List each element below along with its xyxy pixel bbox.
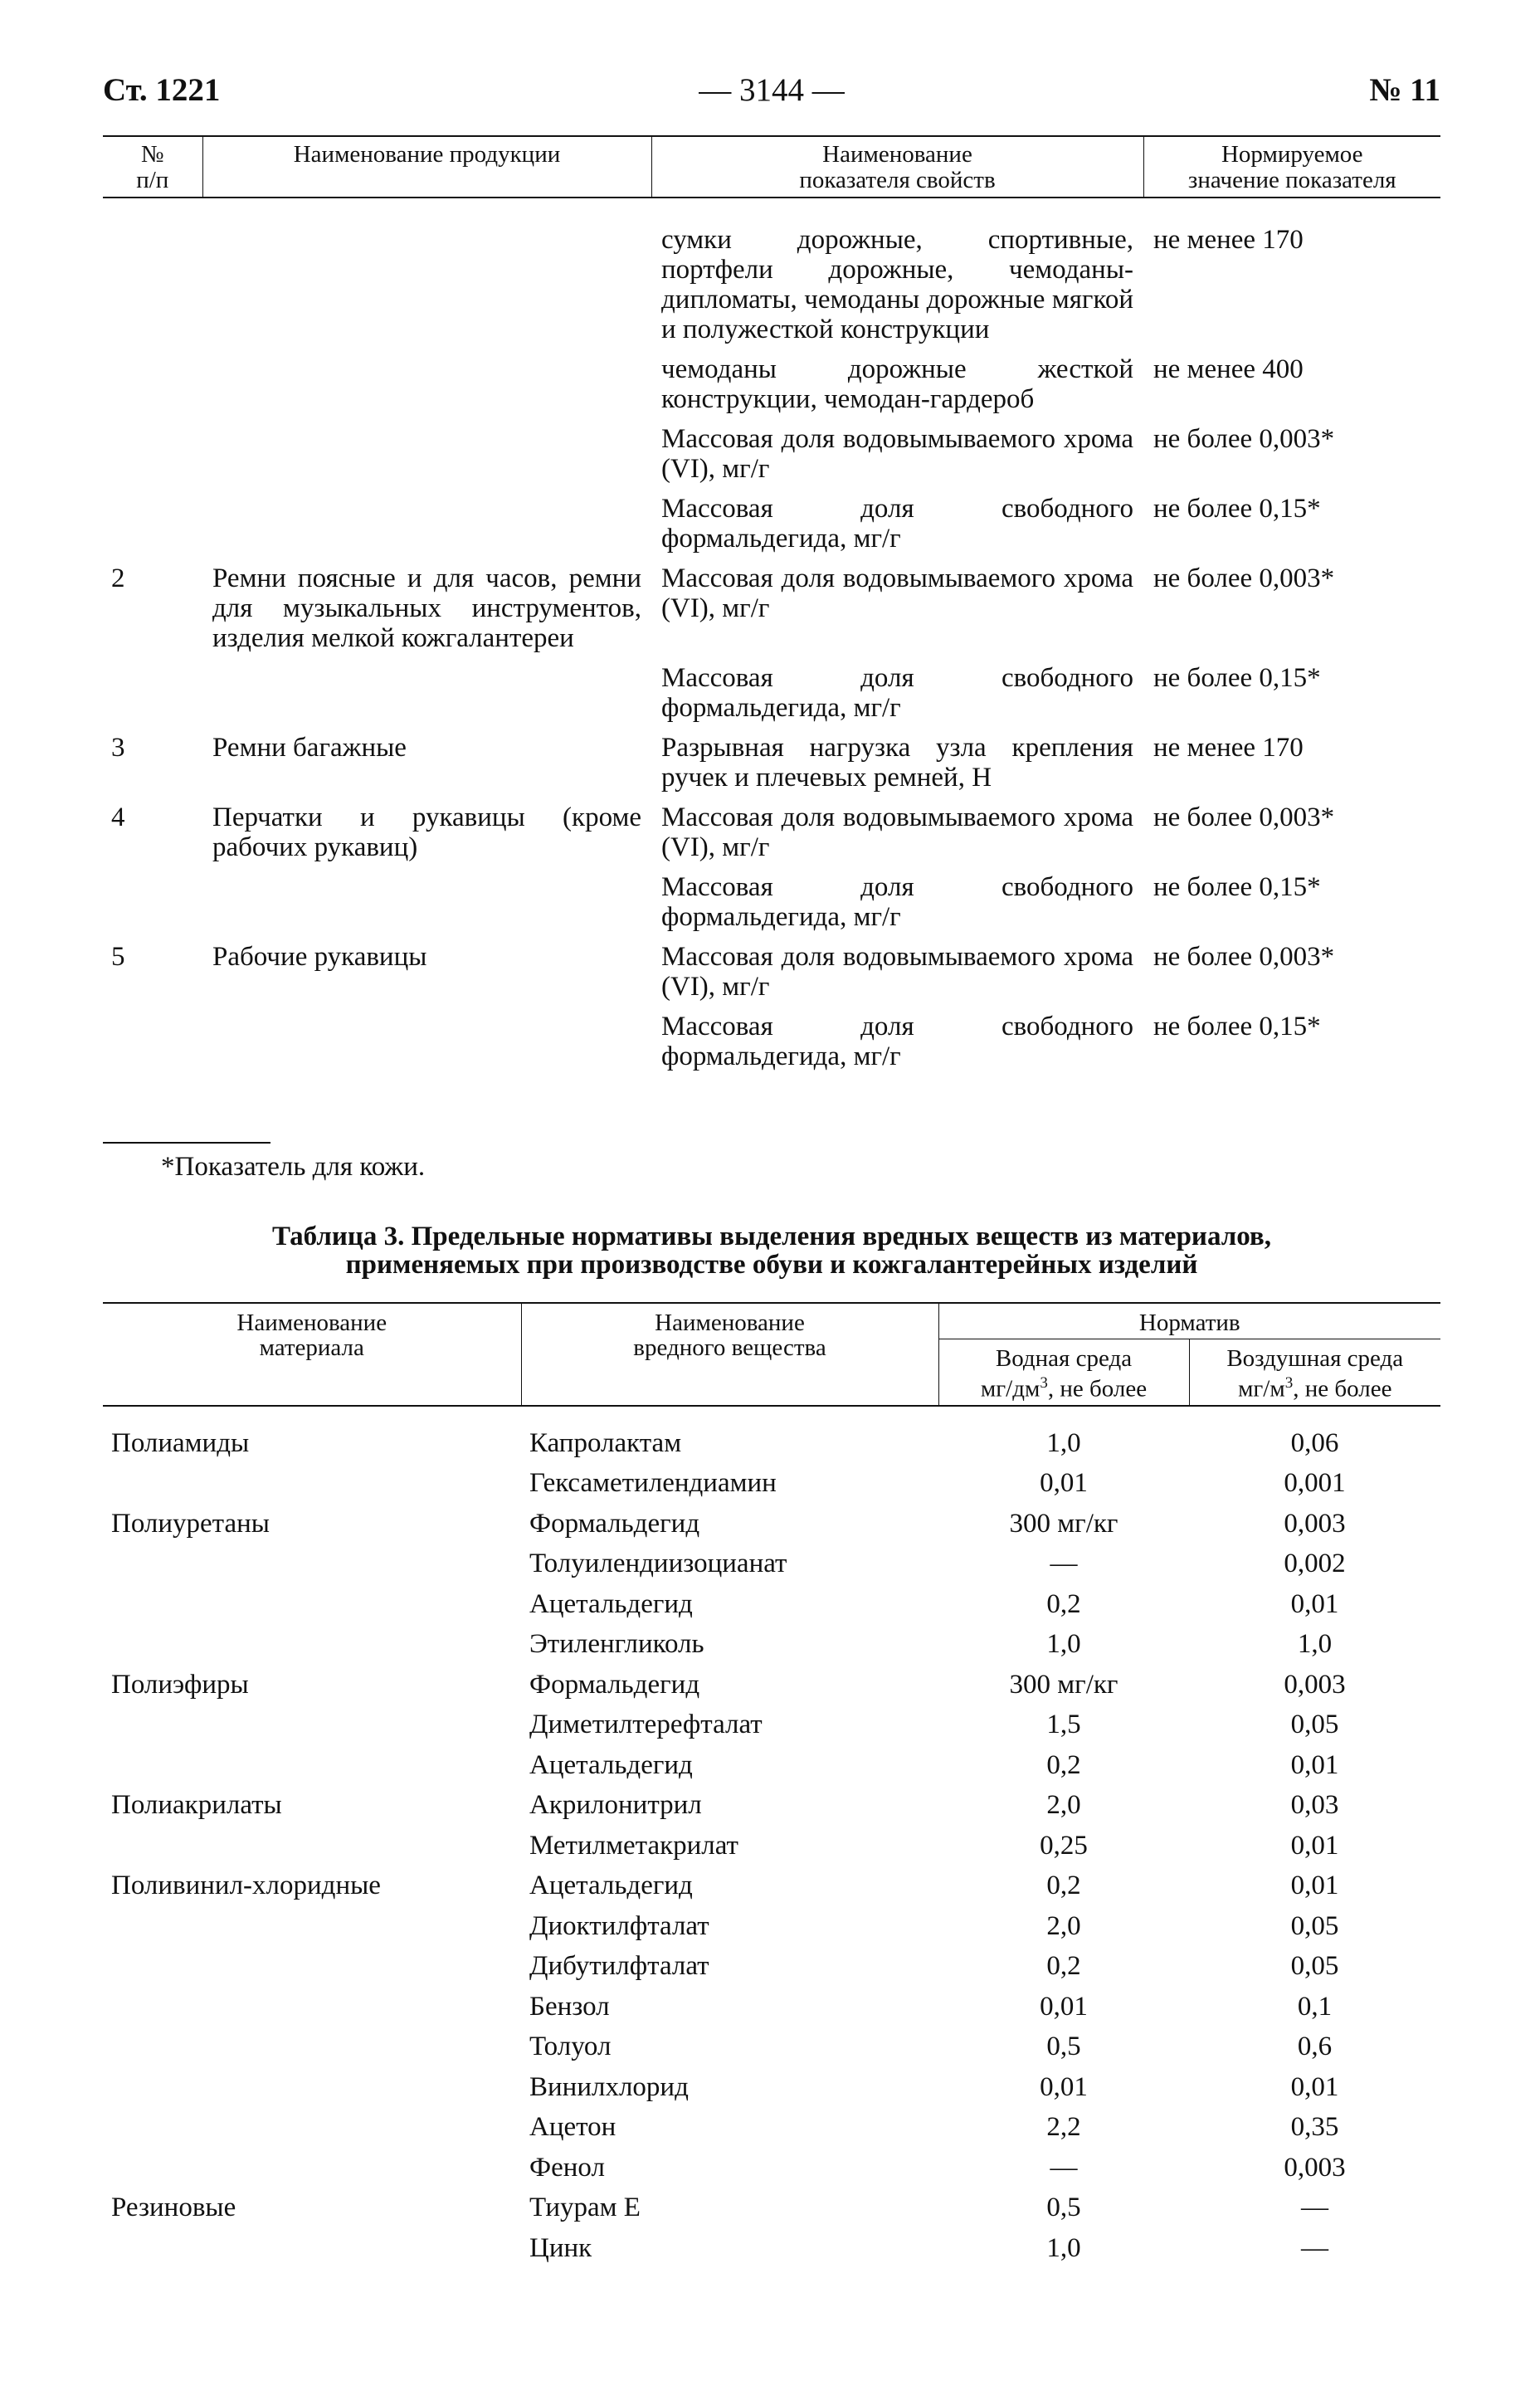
water-norm: 0,25 <box>1040 1830 1088 1861</box>
col-header-substance: Наименование вредного вещества <box>521 1303 938 1406</box>
page-header <box>103 71 1440 118</box>
water-norm: 0,2 <box>1046 1951 1081 1982</box>
table-row <box>103 1987 1440 2027</box>
air-norm: 1,0 <box>1297 1629 1333 1660</box>
indicator-name: Массовая доля водовымываемого хрома (VI), мг/г <box>661 424 1133 484</box>
table-row <box>103 2188 1440 2228</box>
table-row <box>103 940 1440 1010</box>
material-name <box>103 1946 521 1987</box>
water-header-suffix: , не более <box>1047 1375 1148 1402</box>
product-name: Перчатки и рукавицы (кроме рабочих рукавиц) <box>212 802 641 862</box>
indicator-value: не более 0,003* <box>1153 563 1335 593</box>
product-name: Рабочие рукавицы <box>212 942 427 972</box>
table1-body <box>103 198 1440 1080</box>
table-row <box>103 661 1440 731</box>
product-name <box>202 422 651 492</box>
water-norm: 300 мг/кг <box>1009 1669 1118 1700</box>
water-norm: 2,2 <box>1046 2112 1081 2143</box>
water-header-line1: Водная среда <box>995 1345 1133 1372</box>
col-header-norm: Норматив <box>938 1303 1440 1339</box>
col-header-water <box>938 1339 1189 1406</box>
table-row <box>103 1785 1440 1826</box>
substance-name: Винилхлорид <box>529 2071 689 2102</box>
col-header-number: № п/п <box>103 136 202 198</box>
col-header-value: Нормируемое значение показателя <box>1143 136 1440 198</box>
substance-name: Тиурам Е <box>529 2193 641 2223</box>
table-row <box>103 731 1440 801</box>
indicator-value: не более 0,15* <box>1153 494 1321 524</box>
material-name <box>103 1987 521 2027</box>
table-product-indicators <box>103 135 1440 1080</box>
table-row <box>103 1544 1440 1584</box>
indicator-value: не более 0,15* <box>1153 663 1321 693</box>
table-row <box>103 1745 1440 1786</box>
indicator-name: Массовая доля водовымываемого хрома (VI), мг/г <box>661 563 1133 623</box>
product-name <box>202 198 651 353</box>
table-row <box>103 1826 1440 1866</box>
row-number <box>103 198 202 353</box>
water-norm: 1,0 <box>1046 1629 1081 1660</box>
air-norm: 0,05 <box>1290 1710 1339 1740</box>
table-row <box>103 422 1440 492</box>
substance-name: Гексаметилендиамин <box>529 1468 777 1499</box>
air-norm: 0,003 <box>1284 1508 1346 1539</box>
air-norm: 0,05 <box>1290 1910 1339 1941</box>
air-header-line1: Воздушная среда <box>1226 1345 1404 1372</box>
material-name: Полиуретаны <box>111 1508 270 1539</box>
row-number <box>103 353 202 422</box>
table-row <box>103 492 1440 562</box>
water-norm: — <box>1050 2152 1078 2183</box>
water-norm: 0,01 <box>1040 2071 1088 2102</box>
indicator-value: не более 0,003* <box>1153 942 1335 972</box>
water-norm: 2,0 <box>1046 1910 1081 1941</box>
indicator-name: Разрывная нагрузка узла крепления ручек и плечевых ремней, Н <box>661 733 1133 793</box>
table3-title: Таблица 3. Предельные нормативы выделения вредных веществ из материалов, применяемых при производстве обуви и кожгалантерейных изделий <box>271 1222 1272 1280</box>
material-name <box>103 1624 521 1665</box>
col-header-indicator: Наименование показателя свойств <box>651 136 1143 198</box>
indicator-value: не менее 400 <box>1153 354 1304 384</box>
air-header-suffix: , не более <box>1293 1375 1392 1402</box>
table-row <box>103 1946 1440 1987</box>
water-norm: 1,5 <box>1046 1710 1081 1740</box>
substance-name: Цинк <box>529 2232 592 2263</box>
air-norm: 0,01 <box>1290 1749 1339 1780</box>
water-norm: 0,2 <box>1046 1871 1081 1901</box>
col-header-air <box>1189 1339 1440 1406</box>
article-number: Ст. 1221 <box>103 72 221 108</box>
table-row <box>103 1866 1440 1906</box>
substance-name: Капролактам <box>529 1427 682 1458</box>
indicator-value: не менее 170 <box>1153 733 1304 763</box>
substance-name: Ацетальдегид <box>529 1588 693 1619</box>
air-norm: 0,03 <box>1290 1790 1339 1821</box>
material-name <box>103 2067 521 2108</box>
water-header-unit: мг/дм <box>980 1375 1040 1402</box>
table-harmful-substances <box>103 1302 1440 2268</box>
substance-name: Ацетон <box>529 2112 616 2143</box>
table-row <box>103 1010 1440 1080</box>
table-row <box>103 1463 1440 1504</box>
table-row <box>103 2228 1440 2269</box>
product-name <box>202 353 651 422</box>
water-norm: 0,5 <box>1046 2193 1081 2223</box>
air-norm: — <box>1301 2232 1328 2263</box>
row-number <box>103 1010 202 1080</box>
air-norm: 0,01 <box>1290 1830 1339 1861</box>
air-norm: 0,6 <box>1297 2032 1333 2062</box>
issue-number: № 11 <box>1369 72 1440 108</box>
row-number <box>103 422 202 492</box>
substance-name: Ацетальдегид <box>529 1749 693 1780</box>
product-name: Ремни багажные <box>212 733 407 763</box>
water-norm: 1,0 <box>1046 2232 1081 2263</box>
water-norm: 0,01 <box>1040 1468 1088 1499</box>
product-name <box>202 661 651 731</box>
air-norm: 0,003 <box>1284 1669 1346 1700</box>
air-norm: — <box>1301 2193 1328 2223</box>
table3-body <box>103 1406 1440 2269</box>
indicator-value: не более 0,15* <box>1153 1012 1321 1041</box>
row-number: 3 <box>111 733 125 763</box>
material-name <box>103 2148 521 2188</box>
row-number: 5 <box>111 942 125 972</box>
substance-name: Метилметакрилат <box>529 1830 738 1861</box>
substance-name: Диметилтерефталат <box>529 1710 763 1740</box>
water-norm: 0,2 <box>1046 1588 1081 1619</box>
table-row <box>103 1504 1440 1544</box>
substance-name: Формальдегид <box>529 1669 700 1700</box>
indicator-name: Массовая доля свободного формальдегида, мг/г <box>661 494 1133 554</box>
material-name: Поливинил-хлоридные <box>111 1871 381 1901</box>
water-header-sup: 3 <box>1040 1374 1048 1392</box>
page-number: — 3144 — <box>699 72 845 108</box>
indicator-value: не более 0,15* <box>1153 872 1321 902</box>
footnote-divider <box>103 1142 270 1144</box>
water-norm: 2,0 <box>1046 1790 1081 1821</box>
row-number <box>103 661 202 731</box>
row-number <box>103 871 202 940</box>
material-name <box>103 1544 521 1584</box>
indicator-name: Массовая доля водовымываемого хрома (VI), мг/г <box>661 942 1133 1002</box>
material-name: Полиакрилаты <box>111 1790 282 1821</box>
substance-name: Дибутилфталат <box>529 1951 709 1982</box>
air-norm: 0,01 <box>1290 1588 1339 1619</box>
indicator-value: не более 0,003* <box>1153 802 1335 832</box>
water-norm: 0,5 <box>1046 2032 1081 2062</box>
row-number: 2 <box>111 563 125 593</box>
indicator-name: Массовая доля свободного формальдегида, мг/г <box>661 872 1133 932</box>
indicator-value: не менее 170 <box>1153 225 1304 255</box>
substance-name: Толуол <box>529 2032 612 2062</box>
indicator-name: Массовая доля свободного формальдегида, мг/г <box>661 663 1133 723</box>
material-name <box>103 2107 521 2148</box>
substance-name: Акрилонитрил <box>529 1790 702 1821</box>
indicator-name: чемоданы дорожные жесткой конструкции, чемодан-гардероб <box>661 354 1133 414</box>
table-row <box>103 801 1440 871</box>
table-row <box>103 1624 1440 1665</box>
table-row <box>103 198 1440 353</box>
substance-name: Этиленгликоль <box>529 1629 704 1660</box>
material-name <box>103 1745 521 1786</box>
air-norm: 0,06 <box>1290 1427 1339 1458</box>
water-norm: 1,0 <box>1046 1427 1081 1458</box>
substance-name: Диоктилфталат <box>529 1910 709 1941</box>
col-header-material: Наименование материала <box>103 1303 521 1406</box>
row-number: 4 <box>111 802 125 832</box>
air-norm: 0,003 <box>1284 2152 1346 2183</box>
table-row <box>103 1665 1440 1705</box>
table-row <box>103 2148 1440 2188</box>
substance-name: Ацетальдегид <box>529 1871 693 1901</box>
substance-name: Фенол <box>529 2152 605 2183</box>
footnote: *Показатель для кожи. <box>161 1152 426 1182</box>
water-norm: 0,2 <box>1046 1749 1081 1780</box>
table-row <box>103 2067 1440 2108</box>
air-norm: 0,1 <box>1297 1991 1333 2022</box>
substance-name: Бензол <box>529 1991 610 2022</box>
indicator-value: не более 0,003* <box>1153 424 1335 454</box>
material-name <box>103 2228 521 2269</box>
table-row <box>103 562 1440 661</box>
material-name <box>103 1584 521 1625</box>
product-name <box>202 871 651 940</box>
air-header-sup: 3 <box>1284 1374 1294 1392</box>
row-number <box>103 492 202 562</box>
table1-header-row <box>103 136 1440 198</box>
material-name <box>103 1463 521 1504</box>
material-name: Резиновые <box>111 2193 236 2223</box>
indicator-name: Массовая доля водовымываемого хрома (VI), мг/г <box>661 802 1133 862</box>
air-norm: 0,35 <box>1290 2112 1339 2143</box>
indicator-name: Массовая доля свободного формальдегида, мг/г <box>661 1012 1133 1071</box>
substance-name: Толуилендиизоцианат <box>529 1549 787 1579</box>
water-norm: 300 мг/кг <box>1009 1508 1118 1539</box>
col-header-product: Наименование продукции <box>202 136 651 198</box>
material-name: Полиамиды <box>111 1427 250 1458</box>
air-norm: 0,002 <box>1284 1549 1346 1579</box>
product-name: Ремни поясные и для часов, ремни для музыкальных инструментов, изделия мелкой кожгалантереи <box>212 563 641 653</box>
table3-header-row <box>103 1303 1440 1339</box>
table-row <box>103 1584 1440 1625</box>
air-norm: 0,01 <box>1290 1871 1339 1901</box>
substance-name: Формальдегид <box>529 1508 700 1539</box>
air-norm: 0,001 <box>1284 1468 1346 1499</box>
table-row <box>103 1906 1440 1947</box>
material-name <box>103 2027 521 2067</box>
table-row <box>103 1406 1440 1464</box>
table-row <box>103 2107 1440 2148</box>
indicator-name: сумки дорожные, спортивные, портфели дорожные, чемоданы-дипломаты, чемоданы дорожные мягкой и полужесткой конструкции <box>661 225 1133 344</box>
material-name <box>103 1705 521 1745</box>
air-header-unit: мг/м <box>1238 1375 1285 1402</box>
table-row <box>103 871 1440 940</box>
water-norm: 0,01 <box>1040 1991 1088 2022</box>
water-norm: — <box>1050 1549 1078 1579</box>
product-name <box>202 492 651 562</box>
material-name <box>103 1906 521 1947</box>
material-name: Полиэфиры <box>111 1669 249 1700</box>
air-norm: 0,01 <box>1290 2071 1339 2102</box>
product-name <box>202 1010 651 1080</box>
table-row <box>103 353 1440 422</box>
table-row <box>103 2027 1440 2067</box>
material-name <box>103 1826 521 1866</box>
air-norm: 0,05 <box>1290 1951 1339 1982</box>
table-row <box>103 1705 1440 1745</box>
